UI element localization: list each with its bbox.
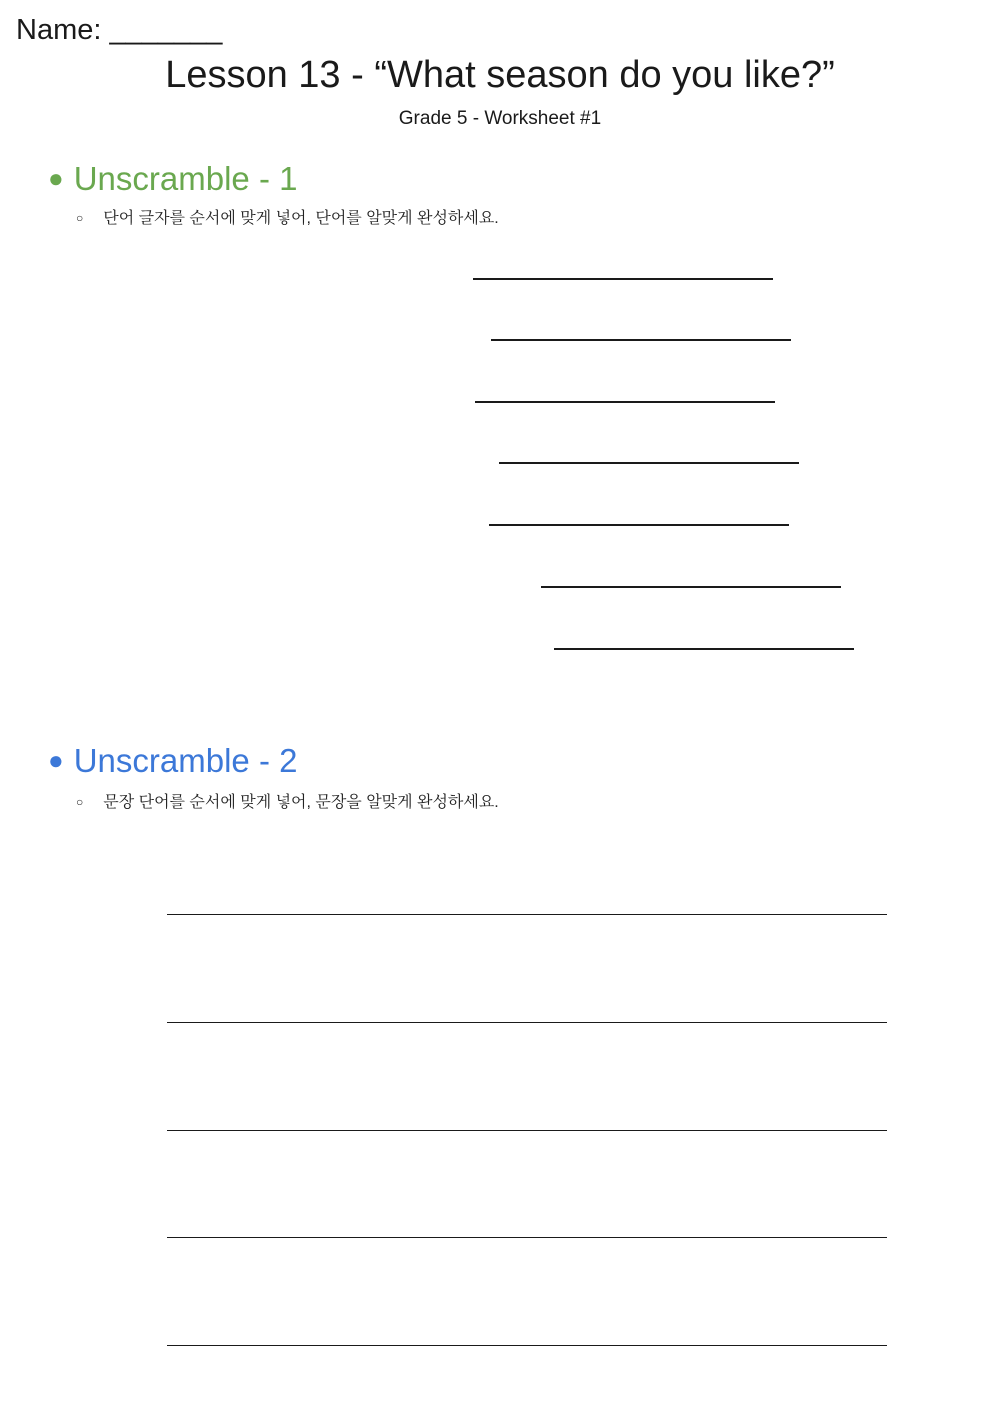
answer-blank-line bbox=[167, 1130, 887, 1131]
bullet-icon: ● bbox=[48, 163, 64, 193]
section2-heading bbox=[48, 742, 297, 780]
unscramble-sentence-item bbox=[0, 835, 1000, 865]
answer-blank-line bbox=[554, 648, 854, 650]
answer-blank-line bbox=[167, 1345, 887, 1346]
unscramble-word-item bbox=[0, 373, 1000, 409]
answer-blank-line bbox=[489, 524, 789, 526]
answer-blank-line bbox=[473, 278, 773, 280]
answer-blank-line bbox=[541, 586, 841, 588]
unscramble-sentence-item bbox=[0, 1266, 1000, 1296]
unscramble-word-item bbox=[0, 311, 1000, 347]
section2-heading-text: Unscramble - 2 bbox=[73, 742, 298, 779]
worksheet-subtitle: Grade 5 - Worksheet #1 bbox=[398, 108, 602, 129]
sub-bullet-icon: ○ bbox=[76, 795, 84, 809]
unscramble-sentence-item bbox=[0, 1158, 1000, 1188]
answer-blank-line bbox=[167, 1022, 887, 1023]
unscramble-word-item bbox=[0, 434, 1000, 470]
unscramble-word-item bbox=[0, 558, 1000, 594]
unscramble-word-item bbox=[0, 620, 1000, 656]
section2-instruction bbox=[76, 789, 499, 812]
section1-instruction bbox=[76, 205, 499, 228]
unscramble-sentence-item bbox=[0, 1051, 1000, 1081]
worksheet-title: Lesson 13 - “What season do you like?” bbox=[165, 54, 835, 96]
section1-heading-text: Unscramble - 1 bbox=[73, 160, 298, 197]
unscramble-sentence-item bbox=[0, 943, 1000, 973]
answer-blank-line bbox=[167, 914, 887, 915]
answer-blank-line bbox=[491, 339, 791, 341]
unscramble-word-item bbox=[0, 496, 1000, 532]
answer-blank-line bbox=[499, 462, 799, 464]
sub-bullet-icon: ○ bbox=[76, 211, 84, 225]
section1-heading bbox=[48, 160, 297, 198]
bullet-icon: ● bbox=[48, 745, 64, 775]
section1-instruction-text: 단어 글자를 순서에 맞게 넣어, 단어를 알맞게 완성하세요. bbox=[103, 210, 499, 227]
answer-blank-line bbox=[167, 1237, 887, 1238]
section2-instruction-text: 문장 단어를 순서에 맞게 넣어, 문장을 알맞게 완성하세요. bbox=[103, 794, 499, 811]
answer-blank-line bbox=[475, 401, 775, 403]
name-field-label: Name: _______ bbox=[16, 14, 223, 46]
unscramble-word-item bbox=[0, 250, 1000, 286]
